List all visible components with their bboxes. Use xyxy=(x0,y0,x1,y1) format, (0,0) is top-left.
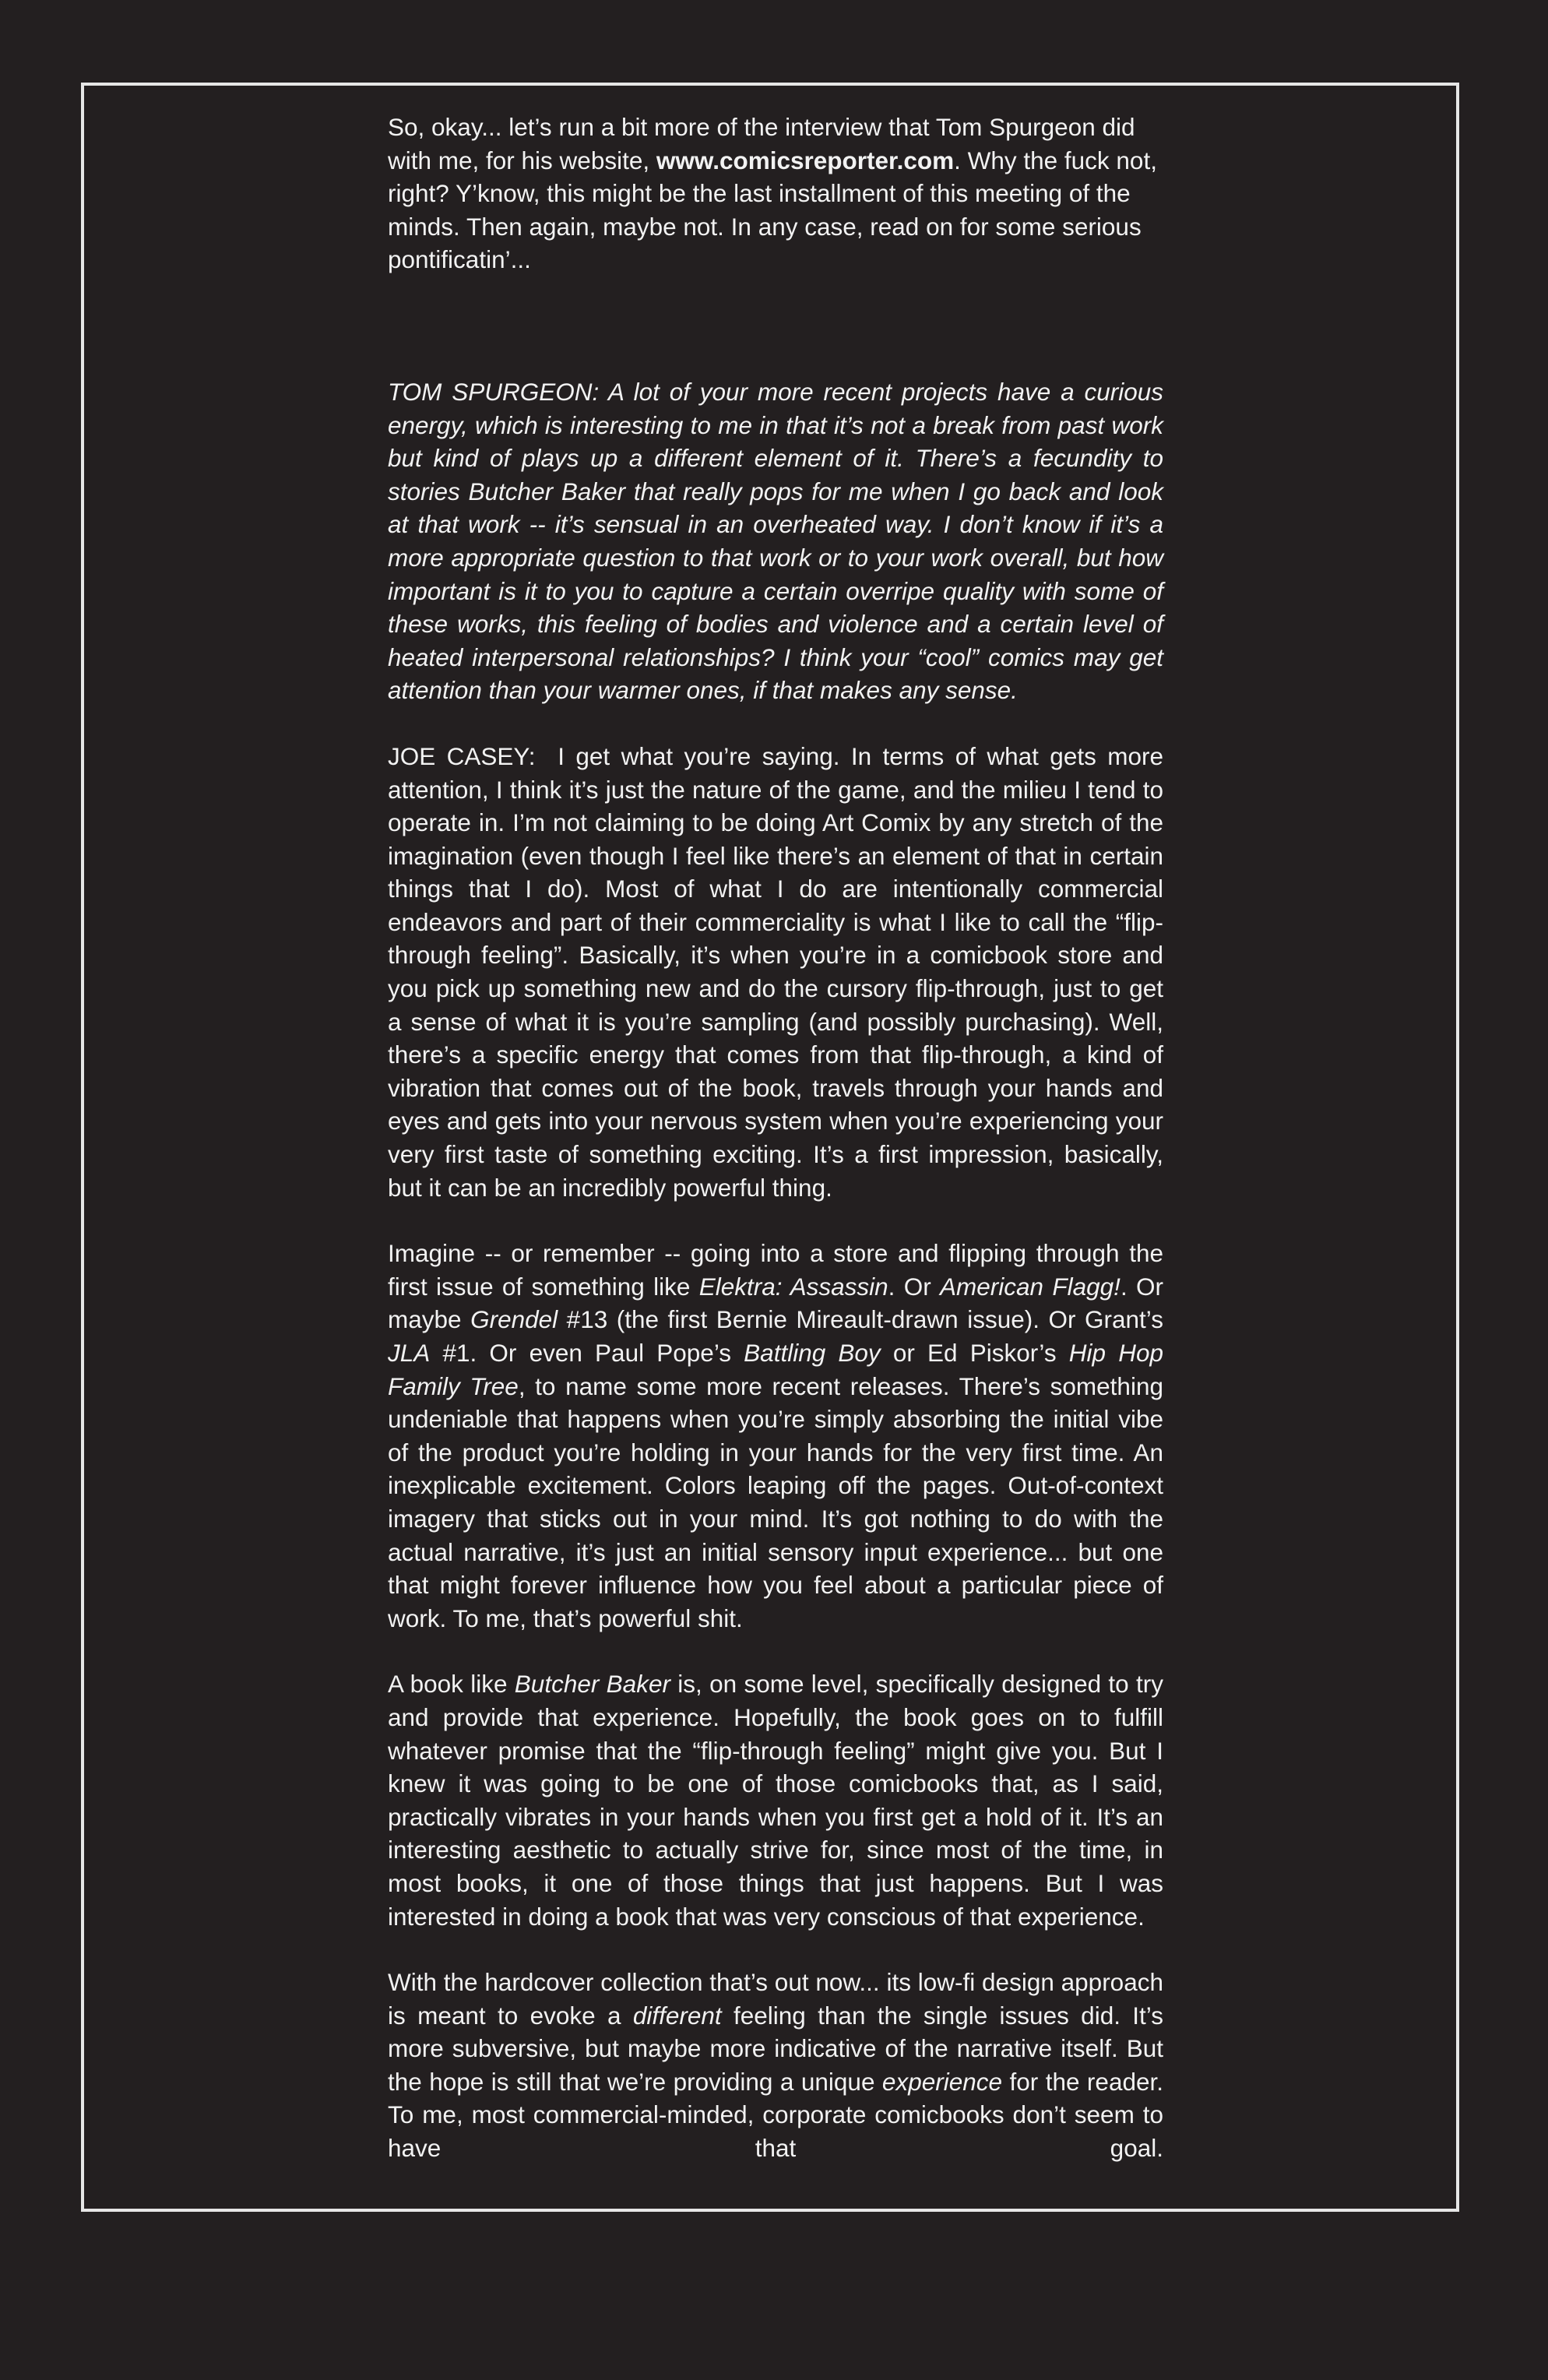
answer-paragraph-4: With the hardcover collection that’s out now... its low-fi design approach is meant to evoke a different feeling than the single issues did. It’s more subversive, but maybe more indicative of the narrative itself. But the hope is still that we’re providing a unique experience for the reader. To me, most commercial-minded, corporate comicbooks don’t seem to have that goal. xyxy=(388,1968,1163,2163)
title-grendel: Grendel xyxy=(470,1305,558,1334)
intro-text-1: So, okay... let’s run a bit more of the interview that Tom Spurgeon did with me, for his website, xyxy=(388,113,1135,174)
answer-paragraph-1: JOE CASEY: I get what you’re saying. In terms of what gets more attention, I think it’s just the nature of the game, and the milieu I tend to operate in. I’m not claiming to be doing Art Comix by any stretch of the imagination (even though I feel like there’s an element of that in certain things that I do). Most of what I do are intentionally commercial endeavors and part of their commerciality is what I like to call the “flip-through feeling”. Basically, it’s when you’re in a comicbook store and you pick up something new and do the cursory flip-through, just to get a sense of what it is you’re sampling (and possibly purchasing). Well, there’s a specific energy that comes from that flip-through, a kind of vibration that comes out of the book, travels through your hands and eyes and gets into your nervous system when you’re experiencing your very first taste of something exciting. It’s a first impression, basically, but it can be an incredibly powerful thing. xyxy=(388,741,1163,1202)
website-link[interactable]: www.comicsreporter.com xyxy=(656,146,955,174)
title-butcher-baker: Butcher Baker xyxy=(514,1670,670,1699)
title-american-flagg: American Flagg! xyxy=(940,1272,1121,1301)
emphasis-experience: experience xyxy=(881,2067,1003,2096)
emphasis-different: different xyxy=(632,2001,722,2030)
answer-paragraph-3: A book like Butcher Baker is, on some level, specifically designed to try and provide that experience. Hopefully, the book goes on to fulfill whatever promise that the “flip-through feeling” might give you. But I knew it was going to be one of those comicbooks that, as I said, practically vibrates in your hands when you first get a hold of it. It’s an interesting aesthetic to actually strive for, since most of the time, in most books, it one of those things that just happens. But I was interested in doing a book that was very conscious of that experience. xyxy=(388,1670,1163,1931)
intro-paragraph xyxy=(388,111,1163,276)
answer-paragraph-2: Imagine -- or remember -- going into a store and flipping through the first issue of something like Elektra: Assassin. Or American Flagg!. Or maybe Grendel #13 (the first Bernie Mireault-drawn issue). Or Grant’s JLA #1. Or even Paul Pope’s Battling Boy or Ed Piskor’s Hip Hop Family Tree, to name some more recent releases. There’s something undeniable that happens when you’re simply absorbing the initial vibe of the product you’re holding in your hands for the very first time. An inexplicable excitement. Colors leaping off the pages. Out-of-context imagery that sticks out in your mind. It’s got nothing to do with the actual narrative, it’s just an initial sensory input experience... but one that might forever influence how you feel about a particular piece of work. To me, that’s powerful shit. xyxy=(388,1239,1163,1632)
interview-question: TOM SPURGEON: A lot of your more recent projects have a curious energy, which is interesting to me in that it’s not a break from past work but kind of plays up a different element of it. There’s a fecundity to stories Butcher Baker that really pops for me when I go back and look at that work -- it’s sensual in an overheated way. I don’t know if it’s a more appropriate question to that work or to your work overall, but how important is it to you to capture a certain overripe quality with some of these works, this feeling of bodies and violence and a certain level of heated interpersonal relationships? I think your “cool” comics may get attention than your warmer ones, if that makes any sense. xyxy=(388,377,1163,705)
intro-text-2: . Why the fuck not, right? Y’know, this might be the last installment of this meeting of the minds. Then again, maybe not. In any case, read on for some serious pontificatin’... xyxy=(388,146,1157,274)
title-battling-boy: Battling Boy xyxy=(744,1339,881,1367)
title-jla: JLA xyxy=(388,1339,431,1367)
title-hip-hop-family-tree: Hip Hop Family Tree xyxy=(388,1339,1163,1400)
article-column xyxy=(388,111,1163,2165)
title-elektra-assassin: Elektra: Assassin xyxy=(698,1272,888,1301)
